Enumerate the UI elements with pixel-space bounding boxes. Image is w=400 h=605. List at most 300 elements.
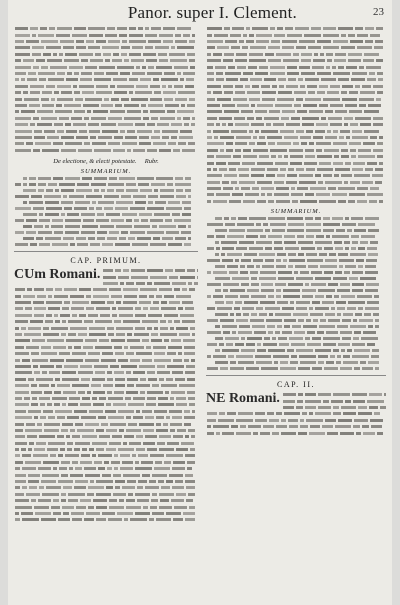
word-mark [207, 27, 222, 30]
chapter-incipit-left: CUm Romani. [14, 266, 101, 282]
word-mark [358, 223, 375, 226]
word-mark [277, 27, 283, 30]
word-mark [318, 361, 324, 364]
word-mark [223, 283, 239, 286]
word-mark [157, 442, 165, 445]
word-mark [56, 365, 62, 368]
word-mark [79, 85, 94, 88]
word-mark [251, 277, 257, 280]
word-mark [296, 98, 303, 101]
word-mark [48, 307, 60, 310]
word-mark [27, 78, 37, 81]
word-mark [285, 27, 293, 30]
word-mark [101, 189, 105, 192]
word-mark [189, 59, 195, 62]
word-mark [101, 423, 108, 426]
word-mark [235, 59, 247, 62]
word-mark [126, 189, 138, 192]
word-mark [109, 499, 117, 502]
word-mark [275, 283, 286, 286]
word-mark [280, 130, 294, 133]
word-mark [175, 34, 181, 37]
word-mark [38, 34, 54, 37]
word-mark [249, 98, 260, 101]
word-mark [236, 53, 247, 56]
word-mark [145, 46, 153, 49]
word-mark [293, 142, 299, 145]
word-mark [225, 223, 235, 226]
word-mark [61, 213, 65, 216]
word-mark [124, 435, 134, 438]
word-mark [305, 283, 309, 286]
word-mark [185, 177, 191, 180]
word-mark [123, 301, 137, 304]
word-mark [176, 327, 188, 330]
word-mark [275, 313, 291, 316]
word-mark [293, 53, 299, 56]
word-mark [301, 59, 311, 62]
word-mark [233, 98, 247, 101]
word-mark [360, 91, 375, 94]
word-mark [167, 352, 176, 355]
word-mark [117, 27, 127, 30]
text-line [14, 96, 198, 102]
word-mark [81, 213, 95, 216]
left-column [14, 26, 198, 601]
word-mark [31, 384, 37, 387]
word-mark [48, 416, 55, 419]
word-mark [222, 349, 239, 352]
text-line [206, 192, 386, 198]
word-mark [358, 247, 365, 250]
word-mark [140, 189, 152, 192]
word-mark [22, 486, 27, 489]
word-mark [58, 480, 73, 483]
word-mark [96, 480, 113, 483]
word-mark [155, 461, 162, 464]
word-mark [352, 168, 363, 171]
word-mark [333, 393, 350, 396]
word-mark [189, 98, 195, 101]
word-mark [344, 241, 350, 244]
word-mark [315, 277, 331, 280]
text-line [14, 421, 198, 427]
word-mark [178, 142, 186, 145]
word-mark [243, 72, 253, 75]
word-mark [66, 359, 83, 362]
word-mark [156, 416, 164, 419]
word-mark [31, 352, 39, 355]
word-mark [353, 162, 365, 165]
word-mark [102, 46, 119, 49]
word-mark [114, 371, 124, 374]
word-mark [51, 384, 55, 387]
word-mark [121, 365, 137, 368]
word-mark [104, 195, 119, 198]
word-mark [365, 40, 373, 43]
word-mark [89, 410, 103, 413]
word-mark [57, 72, 65, 75]
word-mark [152, 474, 167, 477]
word-mark [213, 91, 222, 94]
word-mark [207, 168, 211, 171]
word-mark [23, 177, 27, 180]
word-mark [99, 435, 110, 438]
word-mark [291, 355, 297, 358]
word-mark [65, 53, 77, 56]
word-mark [288, 419, 298, 422]
word-mark [114, 391, 124, 394]
word-mark [297, 235, 304, 238]
word-mark [185, 474, 193, 477]
word-mark [277, 325, 282, 328]
word-mark [53, 53, 57, 56]
word-mark [176, 189, 183, 192]
text-line [206, 199, 386, 205]
word-mark [275, 162, 288, 165]
word-mark [250, 78, 262, 81]
word-mark [207, 117, 217, 120]
word-mark [134, 333, 149, 336]
word-mark [372, 349, 379, 352]
word-mark [300, 200, 317, 203]
word-mark [192, 34, 195, 37]
word-mark [257, 181, 272, 184]
word-mark [281, 117, 289, 120]
word-mark [95, 320, 112, 323]
word-mark [98, 416, 106, 419]
word-mark [15, 295, 21, 298]
word-mark [107, 237, 117, 240]
word-mark [84, 117, 89, 120]
word-mark [215, 253, 219, 256]
word-mark [160, 195, 174, 198]
word-mark [304, 34, 321, 37]
word-mark [168, 346, 182, 349]
word-mark [351, 217, 363, 220]
word-mark [166, 454, 183, 457]
word-mark [135, 91, 152, 94]
word-mark [303, 104, 317, 107]
word-mark [29, 442, 34, 445]
word-mark [126, 282, 134, 285]
word-mark [73, 123, 86, 126]
word-mark [38, 183, 46, 186]
word-mark [249, 217, 266, 220]
word-mark [35, 512, 51, 515]
word-mark [297, 187, 308, 190]
word-mark [344, 181, 348, 184]
word-mark [43, 53, 51, 56]
word-mark [82, 177, 92, 180]
word-mark [123, 442, 127, 445]
word-mark [36, 442, 46, 445]
word-mark [75, 423, 83, 426]
word-mark [178, 352, 182, 355]
word-mark [121, 195, 131, 198]
word-mark [236, 247, 247, 250]
word-mark [37, 423, 42, 426]
word-mark [70, 295, 84, 298]
word-mark [147, 269, 163, 272]
word-mark [74, 410, 87, 413]
word-mark [15, 371, 32, 374]
word-mark [241, 110, 253, 113]
word-mark [96, 506, 107, 509]
word-mark [250, 46, 266, 49]
word-mark [69, 467, 73, 470]
word-mark [38, 72, 55, 75]
word-mark [41, 98, 49, 101]
word-mark [185, 85, 194, 88]
word-mark [126, 371, 131, 374]
word-mark [59, 352, 70, 355]
word-mark [120, 282, 124, 285]
word-mark [75, 442, 90, 445]
word-mark [54, 391, 61, 394]
word-mark [137, 177, 154, 180]
word-mark [307, 85, 317, 88]
word-mark [232, 277, 249, 280]
word-mark [320, 265, 337, 268]
word-mark [275, 104, 292, 107]
word-mark [126, 416, 131, 419]
word-mark [79, 314, 86, 317]
section-heading [14, 158, 198, 165]
word-mark [116, 201, 133, 204]
word-mark [78, 371, 93, 374]
chapter-incipit-right: NE Romani. [206, 390, 280, 406]
word-mark [270, 27, 275, 30]
word-mark [28, 480, 39, 483]
word-mark [207, 162, 214, 165]
word-mark [55, 410, 72, 413]
word-mark [72, 461, 78, 464]
word-mark [131, 59, 144, 62]
word-mark [352, 271, 363, 274]
word-mark [126, 219, 132, 222]
word-mark [226, 142, 233, 145]
word-mark [57, 27, 72, 30]
word-mark [232, 331, 236, 334]
word-mark [148, 378, 157, 381]
word-mark [365, 217, 379, 220]
word-mark [47, 448, 58, 451]
word-mark [152, 493, 157, 496]
word-mark [74, 72, 79, 75]
word-mark [88, 46, 100, 49]
word-mark [341, 34, 346, 37]
word-mark [240, 425, 246, 428]
word-mark [107, 371, 112, 374]
word-mark [136, 448, 145, 451]
word-mark [341, 149, 348, 152]
word-mark [237, 104, 249, 107]
word-mark [62, 371, 76, 374]
word-mark [32, 359, 48, 362]
word-mark [174, 288, 180, 291]
word-mark [15, 359, 20, 362]
word-mark [213, 200, 227, 203]
word-mark [15, 493, 24, 496]
word-mark [340, 367, 352, 370]
word-mark [276, 187, 289, 190]
word-mark [55, 288, 62, 291]
word-mark [149, 518, 154, 521]
word-mark [94, 365, 108, 368]
word-mark [97, 237, 105, 240]
word-mark [192, 410, 195, 413]
chapter-body-left [14, 268, 198, 524]
word-mark [151, 333, 158, 336]
word-mark [229, 271, 238, 274]
word-mark [242, 162, 255, 165]
word-mark [189, 40, 195, 43]
word-mark [15, 142, 24, 145]
text-line [14, 64, 198, 70]
word-mark [103, 282, 118, 285]
word-mark [188, 397, 195, 400]
word-mark [320, 319, 326, 322]
word-mark [169, 53, 185, 56]
word-mark [119, 429, 124, 432]
word-mark [296, 46, 306, 49]
word-mark [131, 98, 148, 101]
word-mark [268, 142, 275, 145]
word-mark [55, 378, 60, 381]
divider [14, 251, 198, 252]
word-mark [375, 168, 383, 171]
word-mark [161, 307, 176, 310]
word-mark [15, 403, 29, 406]
word-mark [230, 34, 241, 37]
word-mark [266, 123, 271, 126]
word-mark [259, 253, 275, 256]
word-mark [335, 247, 343, 250]
word-mark [100, 225, 114, 228]
word-mark [338, 78, 349, 81]
word-mark [305, 155, 315, 158]
word-mark [59, 467, 67, 470]
word-mark [101, 359, 116, 362]
word-mark [357, 34, 368, 37]
word-mark [251, 313, 257, 316]
word-mark [96, 219, 109, 222]
word-mark [207, 235, 214, 238]
summarium-list-right [206, 217, 386, 373]
word-mark [277, 142, 291, 145]
word-mark [255, 419, 267, 422]
word-mark [265, 307, 280, 310]
word-mark [367, 343, 375, 346]
word-mark [341, 295, 355, 298]
word-mark [156, 518, 171, 521]
word-mark [185, 454, 195, 457]
word-mark [76, 136, 88, 139]
word-mark [342, 223, 356, 226]
word-mark [317, 331, 324, 334]
word-mark [29, 177, 36, 180]
word-mark [82, 91, 94, 94]
word-mark [129, 27, 136, 30]
word-mark [333, 130, 338, 133]
word-mark [222, 259, 233, 262]
word-mark [136, 384, 150, 387]
word-mark [148, 195, 158, 198]
word-mark [54, 403, 60, 406]
word-mark [161, 301, 167, 304]
word-mark [112, 59, 122, 62]
word-mark [290, 361, 298, 364]
word-mark [57, 416, 65, 419]
word-mark [315, 174, 321, 177]
word-mark [41, 518, 56, 521]
word-mark [336, 361, 341, 364]
word-mark [251, 123, 264, 126]
word-mark [225, 337, 239, 340]
word-mark [215, 337, 223, 340]
word-mark [96, 91, 112, 94]
word-mark [160, 499, 169, 502]
word-mark [268, 331, 273, 334]
word-mark [120, 454, 130, 457]
word-mark [76, 237, 86, 240]
word-mark [98, 136, 112, 139]
word-mark [167, 183, 173, 186]
word-mark [92, 201, 96, 204]
word-mark [374, 412, 380, 415]
word-mark [244, 301, 258, 304]
word-mark [367, 78, 376, 81]
word-mark [34, 307, 46, 310]
word-mark [151, 27, 161, 30]
word-mark [132, 243, 148, 246]
word-mark [207, 149, 218, 152]
word-mark [156, 423, 161, 426]
word-mark [379, 136, 383, 139]
word-mark [188, 493, 195, 496]
word-mark [222, 181, 229, 184]
word-mark [147, 391, 163, 394]
word-mark [166, 378, 173, 381]
word-mark [128, 403, 144, 406]
word-mark [188, 429, 195, 432]
word-mark [102, 512, 115, 515]
word-mark [157, 365, 165, 368]
word-mark [26, 219, 37, 222]
word-mark [257, 104, 273, 107]
word-mark [113, 78, 127, 81]
word-mark [336, 301, 346, 304]
word-mark [282, 46, 294, 49]
word-mark [159, 149, 171, 152]
word-mark [319, 85, 328, 88]
word-mark [15, 467, 20, 470]
word-mark [375, 40, 383, 43]
word-mark [66, 78, 78, 81]
word-mark [167, 365, 184, 368]
word-mark [346, 136, 350, 139]
word-mark [306, 130, 313, 133]
word-mark [207, 419, 216, 422]
word-mark [114, 91, 127, 94]
word-mark [183, 512, 195, 515]
word-mark [207, 40, 223, 43]
word-mark [298, 432, 307, 435]
word-mark [50, 66, 67, 69]
word-mark [246, 367, 259, 370]
word-mark [347, 229, 352, 232]
